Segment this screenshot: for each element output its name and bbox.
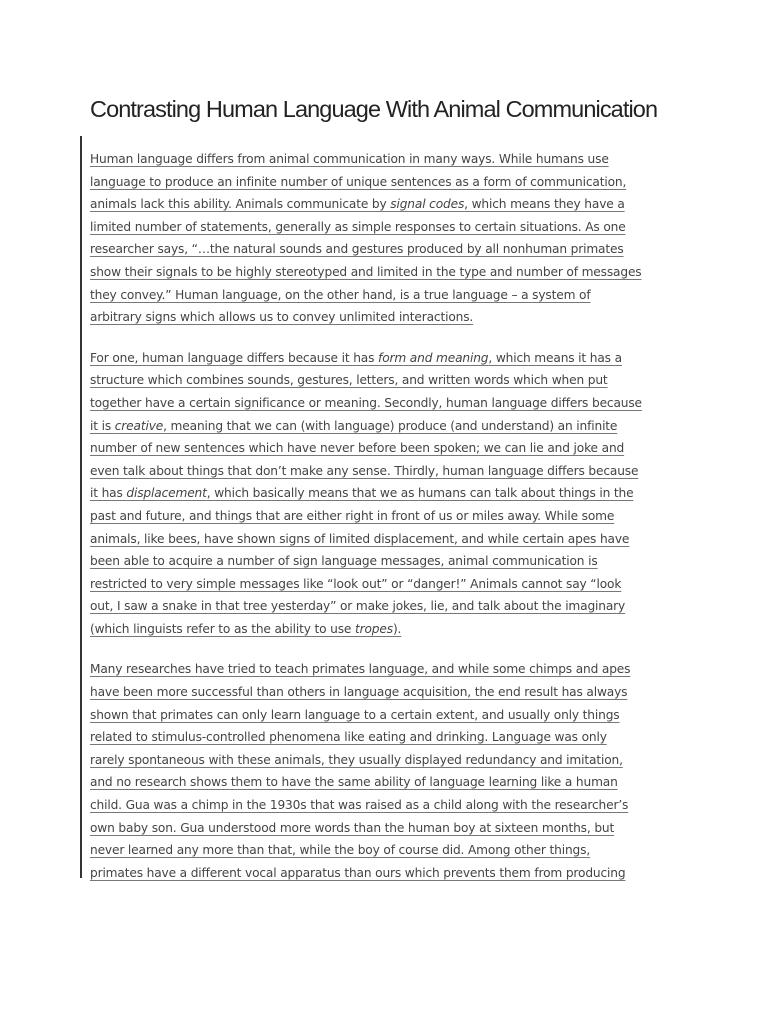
text-segment: (which linguists refer to as the ability to use xyxy=(90,621,356,636)
text-line: own baby son. Gua understood more words than the human boy at sixteen months, but xyxy=(90,820,615,835)
text-line xyxy=(90,415,680,438)
text-line: arbitrary signs which allows us to convey unlimited interactions. xyxy=(90,310,474,325)
text-line: they convey.” Human language, on the other hand, is a true language – a system of xyxy=(90,287,591,302)
text-line xyxy=(90,193,680,216)
italic-term: tropes xyxy=(355,621,393,636)
text-segment: ). xyxy=(392,621,402,636)
italic-term: creative xyxy=(114,418,164,433)
document-body xyxy=(90,148,680,902)
text-segment: , which basically means that we as humans can talk about things in the xyxy=(206,486,634,501)
text-line: animals, like bees, have shown signs of limited displacement, and while certain apes have xyxy=(90,531,630,546)
paragraph xyxy=(90,658,680,884)
text-line: show their signals to be highly stereotyped and limited in the type and number of messages xyxy=(90,264,642,279)
document-title: Contrasting Human Language With Animal Communication xyxy=(90,96,658,122)
text-line: never learned any more than that, while the boy of course did. Among other things, xyxy=(90,843,591,858)
text-line: number of new sentences which have never before been spoken; we can lie and joke and xyxy=(90,441,625,456)
text-line: primates have a different vocal apparatus than ours which prevents them from producing xyxy=(90,865,626,880)
italic-term: displacement xyxy=(126,486,207,501)
text-segment: , meaning that we can (with language) produce (and understand) an infinite xyxy=(163,418,618,433)
paragraph xyxy=(90,347,680,641)
text-line: language to produce an infinite number of unique sentences as a form of communication, xyxy=(90,174,627,189)
text-line: together have a certain significance or meaning. Secondly, human language differs because xyxy=(90,395,642,410)
revision-change-bar xyxy=(80,136,82,878)
text-line: child. Gua was a chimp in the 1930s that was raised as a child along with the researcher’s xyxy=(90,798,629,813)
paragraph xyxy=(90,148,680,329)
text-line: past and future, and things that are either right in front of us or miles away. While some xyxy=(90,508,615,523)
text-line xyxy=(90,482,680,505)
text-line: out, I saw a snake in that tree yesterday” or make jokes, lie, and talk about the imaginary xyxy=(90,599,626,614)
text-segment: , which means they have a xyxy=(464,197,625,212)
text-line: researcher says, “…the natural sounds and gestures produced by all nonhuman primates xyxy=(90,242,624,257)
text-segment: For one, human language differs because it has xyxy=(90,350,379,365)
text-segment: it is xyxy=(90,418,115,433)
text-line: restricted to very simple messages like “look out” or “danger!” Animals cannot say “look xyxy=(90,576,622,591)
text-line: and no research shows them to have the same ability of language learning like a human xyxy=(90,775,618,790)
text-line: shown that primates can only learn language to a certain extent, and usually only things xyxy=(90,707,620,722)
text-line: rarely spontaneous with these animals, they usually displayed redundancy and imitation, xyxy=(90,752,623,767)
text-line: related to stimulus-controlled phenomena like eating and drinking. Language was only xyxy=(90,730,607,745)
text-line: Many researches have tried to teach primates language, and while some chimps and apes xyxy=(90,662,631,677)
text-line xyxy=(90,618,680,641)
text-line: limited number of statements, generally as simple responses to certain situations. As one xyxy=(90,219,626,234)
italic-term: signal codes xyxy=(390,197,465,212)
text-line: structure which combines sounds, gestures, letters, and written words which when put xyxy=(90,373,608,388)
text-line: been able to acquire a number of sign language messages, animal communication is xyxy=(90,554,598,569)
text-line xyxy=(90,347,680,370)
text-line: even talk about things that don’t make any sense. Thirdly, human language differs because xyxy=(90,463,639,478)
italic-term: form and meaning xyxy=(378,350,489,365)
text-line: Human language differs from animal communication in many ways. While humans use xyxy=(90,152,609,166)
text-segment: it has xyxy=(90,486,127,501)
text-segment: , which means it has a xyxy=(488,350,622,365)
text-segment: animals lack this ability. Animals communicate by xyxy=(90,197,391,212)
text-line: have been more successful than others in language acquisition, the end result has always xyxy=(90,685,628,700)
